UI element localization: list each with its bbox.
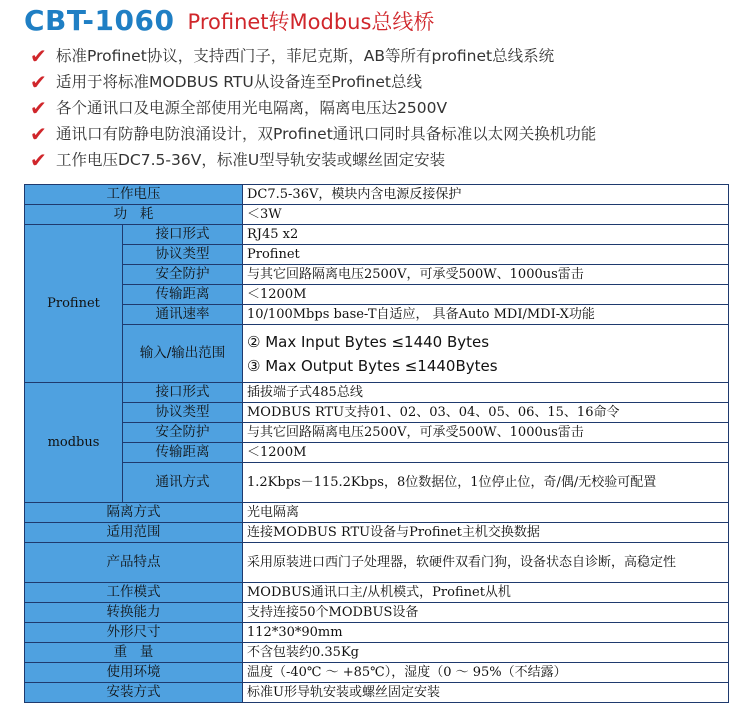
table-row: [25, 623, 729, 643]
row-value: 插拔端子式485总线: [243, 383, 729, 403]
table-row: [25, 443, 729, 463]
row-value: [243, 325, 729, 383]
row-label: 工作电压: [25, 185, 243, 205]
row-value: 标准U形导轨安装或螺丝固定安装: [243, 683, 729, 703]
row-label: 隔离方式: [25, 503, 243, 523]
row-label: 接口形式: [123, 225, 243, 245]
row-value: 不含包装约0.35Kg: [243, 643, 729, 663]
row-value: 与其它回路隔离电压2500V，可承受500W、1000us雷击: [243, 265, 729, 285]
row-value: DC7.5-36V，模块内含电源反接保护: [243, 185, 729, 205]
table-row: [25, 325, 729, 383]
table-row: [25, 403, 729, 423]
row-label: 产品特点: [25, 543, 243, 583]
group-label-profinet: Profinet: [25, 225, 123, 383]
table-row: [25, 683, 729, 703]
row-label: 安全防护: [123, 265, 243, 285]
row-value: 10/100Mbps base-T自适应， 具备Auto MDI/MDI-X功能: [243, 305, 729, 325]
row-value: MODBUS通讯口主/从机模式，Profinet从机: [243, 583, 729, 603]
table-row: [25, 285, 729, 305]
table-row: [25, 305, 729, 325]
table-row: [25, 463, 729, 503]
table-row: [25, 225, 729, 245]
row-label: 使用环境: [25, 663, 243, 683]
table-row: [25, 423, 729, 443]
row-label: 传输距离: [123, 443, 243, 463]
table-row: [25, 205, 729, 225]
table-row: [25, 663, 729, 683]
row-value: MODBUS RTU支持01、02、03、04、05、06、15、16命令: [243, 403, 729, 423]
table-row: [25, 245, 729, 265]
page-title: [24, 4, 434, 42]
table-row: [25, 185, 729, 205]
row-value: ＜1200M: [243, 443, 729, 463]
feature-list: [30, 43, 596, 173]
row-value: Profinet: [243, 245, 729, 265]
io-input-line: ② Max Input Bytes ≤1440 Bytes: [247, 332, 490, 351]
row-value: 连接MODBUS RTU设备与Profinet主机交换数据: [243, 523, 729, 543]
row-label: 通讯方式: [123, 463, 243, 503]
table-row: [25, 503, 729, 523]
checkmark-icon: ✔: [30, 122, 47, 146]
checkmark-icon: ✔: [30, 70, 47, 94]
row-label: 接口形式: [123, 383, 243, 403]
table-row: [25, 583, 729, 603]
row-value: 1.2Kbps－115.2Kbps，8位数据位，1位停止位，奇/偶/无校验可配置: [243, 463, 729, 503]
group-label-modbus: modbus: [25, 383, 123, 503]
row-label: 外形尺寸: [25, 623, 243, 643]
row-label: 通讯速率: [123, 305, 243, 325]
table-row: [25, 523, 729, 543]
feature-item: ✔ 各个通讯口及电源全部使用光电隔离，隔离电压达2500V: [30, 96, 448, 120]
row-label: 重 量: [25, 643, 243, 663]
row-value: 支持连接50个MODBUS设备: [243, 603, 729, 623]
model-name: CBT-1060: [24, 4, 175, 37]
table-row: [25, 643, 729, 663]
row-value: ＜1200M: [243, 285, 729, 305]
row-label: 安全防护: [123, 423, 243, 443]
table-row: [25, 383, 729, 403]
row-value: 光电隔离: [243, 503, 729, 523]
table-row: [25, 543, 729, 583]
row-value: 采用原装进口西门子处理器，软硬件双看门狗，设备状态自诊断，高稳定性: [243, 543, 729, 583]
row-label: 输入/输出范围: [123, 325, 243, 383]
table-row: [25, 265, 729, 285]
feature-item: ✔ 标准Profinet协议，支持西门子，菲尼克斯，AB等所有profinet总线系统: [30, 44, 555, 68]
row-label: 安装方式: [25, 683, 243, 703]
row-value: ＜3W: [243, 205, 729, 225]
row-label: 传输距离: [123, 285, 243, 305]
feature-item: ✔ 通讯口有防静电防浪涌设计，双Profinet通讯口同时具备标准以太网关换机功能: [30, 122, 597, 146]
row-label: 协议类型: [123, 245, 243, 265]
checkmark-icon: ✔: [30, 44, 47, 68]
io-output-line: ③ Max Output Bytes ≤1440Bytes: [247, 356, 498, 375]
row-label: 工作模式: [25, 583, 243, 603]
row-label: 适用范围: [25, 523, 243, 543]
feature-item: ✔ 工作电压DC7.5-36V，标准U型导轨安装或螺丝固定安装: [30, 148, 446, 172]
row-label: 转换能力: [25, 603, 243, 623]
product-subtitle: Profinet转Modbus总线桥: [187, 9, 435, 34]
feature-item: ✔ 适用于将标准MODBUS RTU从设备连至Profinet总线: [30, 70, 422, 94]
spec-table: [24, 184, 729, 703]
checkmark-icon: ✔: [30, 148, 47, 172]
row-label: 协议类型: [123, 403, 243, 423]
row-value: RJ45 x2: [243, 225, 729, 245]
table-row: [25, 603, 729, 623]
row-value: 温度（-40℃ ～ +85℃），湿度（0 ～ 95%（不结露）: [243, 663, 729, 683]
row-value: 与其它回路隔离电压2500V，可承受500W、1000us雷击: [243, 423, 729, 443]
row-label: 功 耗: [25, 205, 243, 225]
row-value: 112*30*90mm: [243, 623, 729, 643]
checkmark-icon: ✔: [30, 96, 47, 120]
